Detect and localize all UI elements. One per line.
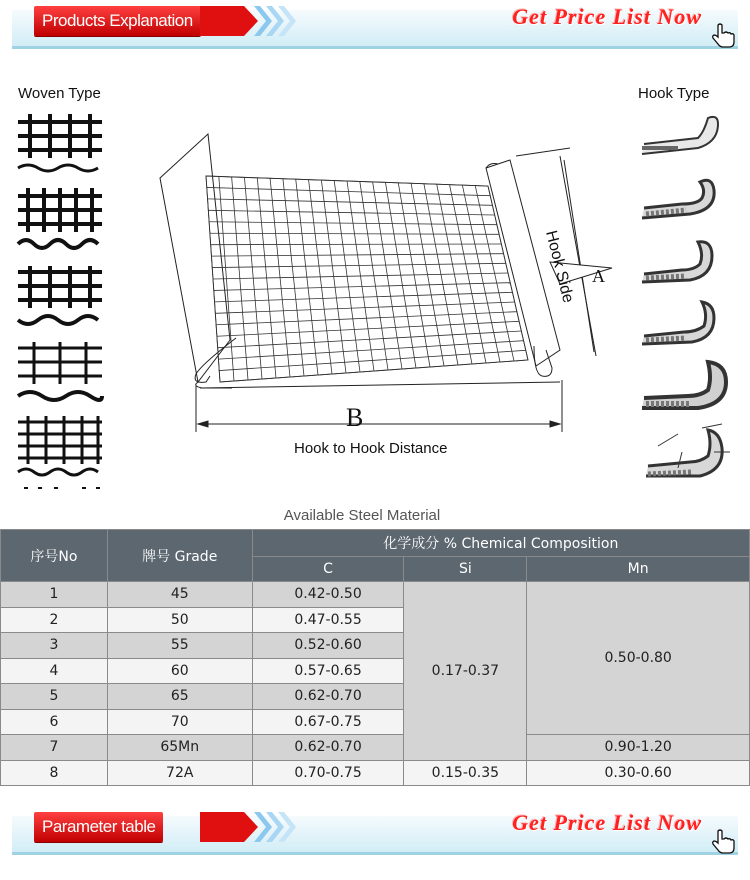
dimension-b-label: B (346, 403, 364, 432)
pointer-hand-icon (710, 828, 736, 854)
cell-no: 4 (1, 658, 108, 684)
cell-grade: 65 (107, 684, 252, 710)
pointer-hand-icon (710, 22, 736, 48)
cell-grade: 50 (107, 607, 252, 633)
steel-material-table (0, 529, 750, 786)
get-price-list-link[interactable]: Get Price List Now (512, 810, 702, 835)
cell-no: 3 (1, 633, 108, 659)
cell-grade: 72A (107, 760, 252, 786)
cell-c: 0.62-0.70 (252, 735, 404, 761)
header-grade: 牌号 Grade (107, 530, 252, 582)
header-no: 序号No (1, 530, 108, 582)
header-mn: Mn (527, 557, 750, 582)
products-explanation-banner (12, 4, 738, 49)
cell-no: 8 (1, 760, 108, 786)
parameter-table-banner (12, 810, 738, 855)
get-price-list-link[interactable]: Get Price List Now (512, 4, 702, 29)
cell-c: 0.62-0.70 (252, 684, 404, 710)
cell-c: 0.57-0.65 (252, 658, 404, 684)
products-explanation-tag: Products Explanation (34, 6, 201, 36)
arrows-icon (200, 812, 296, 842)
table-title: Available Steel Material (283, 507, 441, 524)
cell-c: 0.67-0.75 (252, 709, 404, 735)
woven-type-label: Woven Type (18, 85, 101, 102)
cell-grade: 45 (107, 582, 252, 608)
cell-si-main: 0.17-0.37 (404, 582, 527, 761)
hook-type-illustrations (638, 112, 738, 484)
cell-c: 0.47-0.55 (252, 607, 404, 633)
cell-no: 1 (1, 582, 108, 608)
cell-c: 0.70-0.75 (252, 760, 404, 786)
hook-side-label: Hook Side (542, 228, 577, 305)
cell-no: 7 (1, 735, 108, 761)
header-c: C (252, 557, 404, 582)
cell-grade: 60 (107, 658, 252, 684)
arrows-icon (200, 6, 296, 36)
parameter-table-tag: Parameter table (34, 812, 163, 842)
cell-c: 0.52-0.60 (252, 633, 404, 659)
hook-screen-diagram (150, 120, 620, 440)
cell-no: 6 (1, 709, 108, 735)
header-composition: 化学成分 % Chemical Composition (252, 530, 749, 557)
cell-mn-main: 0.50-0.80 (527, 582, 750, 735)
table-row (1, 760, 750, 786)
cell-si-last: 0.15-0.35 (404, 760, 527, 786)
cell-mn-row7: 0.90-1.20 (527, 735, 750, 761)
woven-type-illustrations (14, 112, 110, 490)
cell-grade: 65Mn (107, 735, 252, 761)
dimension-a-label: A (592, 266, 605, 286)
cell-mn-row8: 0.30-0.60 (527, 760, 750, 786)
cell-no: 2 (1, 607, 108, 633)
hook-type-label: Hook Type (638, 85, 710, 102)
cell-grade: 55 (107, 633, 252, 659)
header-si: Si (404, 557, 527, 582)
table-row (1, 735, 750, 761)
cell-grade: 70 (107, 709, 252, 735)
cell-c: 0.42-0.50 (252, 582, 404, 608)
table-row (1, 582, 750, 608)
cell-no: 5 (1, 684, 108, 710)
hook-to-hook-distance-label: Hook to Hook Distance (294, 440, 448, 457)
